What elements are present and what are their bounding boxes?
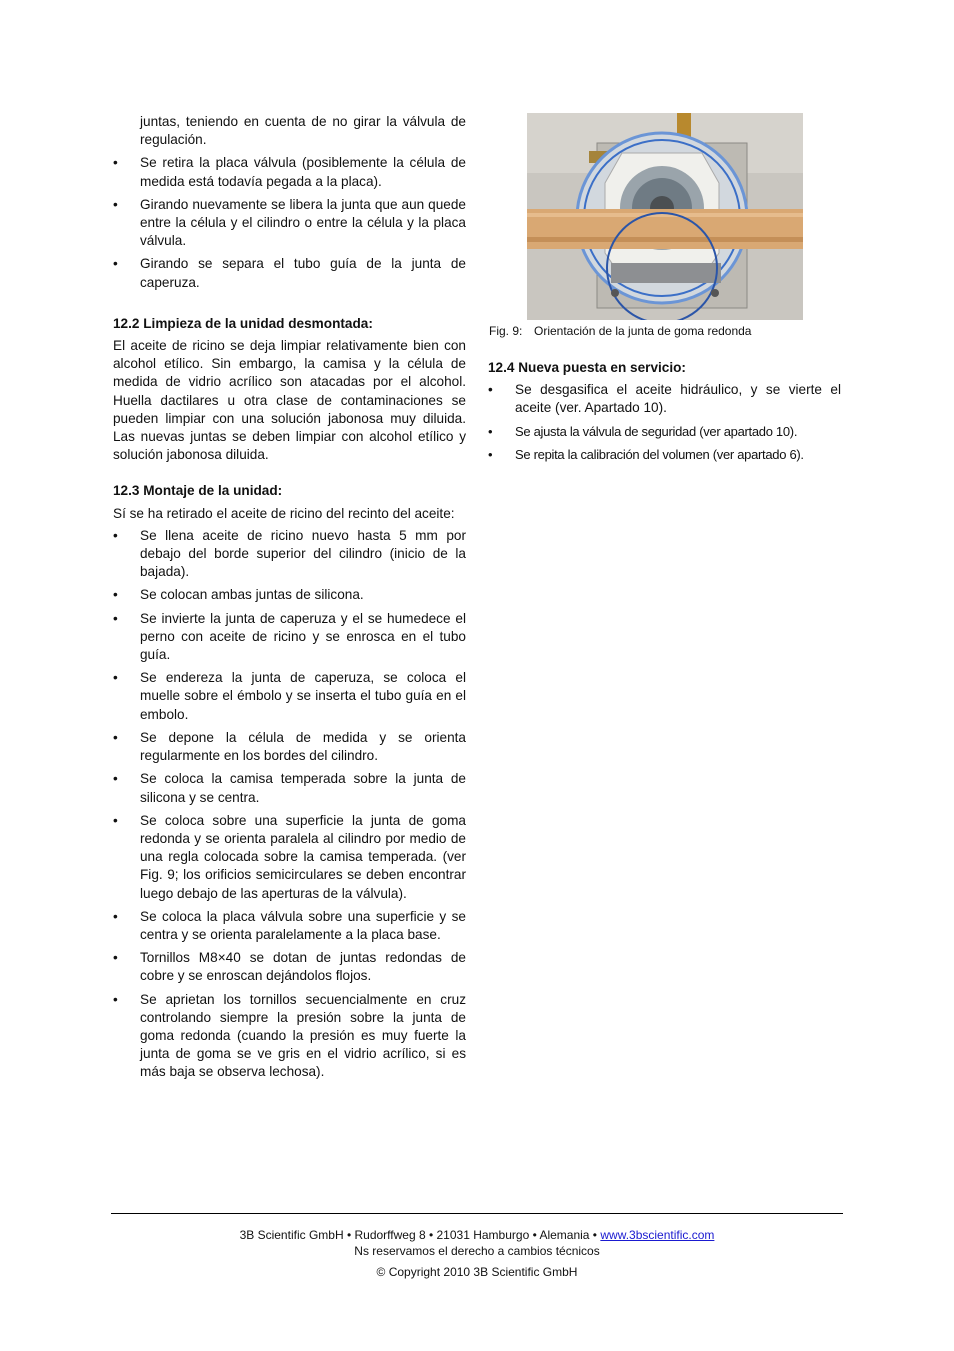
section-12-2-text: El aceite de ricino se deja limpiar relativamente bien con alcohol etílico. Sin embargo, la camisa y la célula de medida de vidrio acrílico son atacadas por el alcohol. Huella dactilares u otra clase de contaminaciones se pueden limpiar con una solución jabonosa muy diluida. Las nuevas juntas se deben limpiar con alcohol etílico y solución jabonosa diluida.	[113, 338, 466, 463]
figure-label: Fig. 9:	[489, 324, 523, 338]
footer-rights: Ns reservamos el derecho a cambios técnicos	[354, 1244, 600, 1258]
list-item: • Girando nuevamente se libera la junta que aun quede entre la célula y el cilindro o entre la célula y la placa válvula.	[113, 196, 466, 251]
list-item: • Se colocan ambas juntas de silicona.	[113, 586, 466, 604]
list-item: • Se desgasifica el aceite hidráulico, y se vierte el aceite (ver. Apartado 10).	[488, 381, 841, 417]
list-item: • Se llena aceite de ricino nuevo hasta 5 mm por debajo del borde superior del cilindro (inicio de la bajada).	[113, 527, 466, 582]
right-column	[488, 359, 841, 469]
list-item: • Se ajusta la válvula de seguridad (ver apartado 10).	[488, 423, 841, 441]
list-item: juntas, teniendo en cuenta de no girar la válvula de regulación.	[140, 114, 466, 148]
assembly-steps-list	[113, 527, 466, 1082]
figure-caption-text: Orientación de la junta de goma redonda	[534, 324, 752, 338]
list-item: • Se coloca la placa válvula sobre una superficie y se centra y se orienta paralelamente a la placa base.	[113, 908, 466, 944]
list-item: • Se invierte la junta de caperuza y el se humedece el perno con aceite de ricino y se enrosca en el tubo guía.	[113, 610, 466, 665]
restart-steps-list-condensed	[488, 423, 841, 464]
intro-list	[113, 113, 466, 292]
figure-caption	[489, 323, 751, 339]
list-item: • Se retira la placa válvula (posiblemente la célula de medida está todavía pegada a la placa).	[113, 154, 466, 190]
section-12-3-text: Sí se ha retirado el aceite de ricino del recinto del aceite:	[113, 505, 455, 521]
list-item: • Girando se separa el tubo guía de la junta de caperuza.	[113, 255, 466, 291]
website-link[interactable]: www.3bscientific.com	[600, 1228, 715, 1242]
restart-steps-list	[488, 381, 841, 417]
footer-copyright: © Copyright 2010 3B Scientific GmbH	[376, 1265, 578, 1279]
list-item: • Se coloca sobre una superficie la junta de goma redonda y se orienta paralela al cilindro por medio de una regla colocada sobre la camisa temperada. (ver Fig. 9; los orificios semicirculares se deben encontrar luego debajo de las aperturas de la válvula).	[113, 812, 466, 903]
left-column	[113, 113, 466, 1087]
list-item: • Se depone la célula de medida y se orienta regularmente en los bordes del cilindro.	[113, 729, 466, 765]
list-item: • Se repita la calibración del volumen (ver apartado 6).	[488, 446, 841, 464]
section-12-2-title: 12.2 Limpieza de la unidad desmontada:	[113, 315, 373, 331]
footer-divider	[111, 1213, 843, 1214]
footer-address-line	[0, 1227, 954, 1243]
list-item: • Se aprietan los tornillos secuencialmente en cruz controlando siempre la presión sobre la junta de goma redonda (cuando la presión es muy fuerte la junta de goma se ve gris en el vidrio acrílico, si es más baja se observa lechosa).	[113, 991, 466, 1082]
list-item: • Se coloca la camisa temperada sobre la junta de silicona y se centra.	[113, 770, 466, 806]
section-12-4-title: 12.4 Nueva puesta en servicio:	[488, 360, 686, 375]
list-item: • Se endereza la junta de caperuza, se coloca el muelle sobre el émbolo y se inserta el tubo guía en el embolo.	[113, 669, 466, 724]
figure-9-photo	[527, 113, 803, 320]
section-12-3-title: 12.3 Montaje de la unidad:	[113, 483, 283, 499]
list-item: • Tornillos M8×40 se dotan de juntas redondas de cobre y se enroscan dejándolos flojos.	[113, 949, 466, 985]
footer-address: 3B Scientific GmbH • Rudorffweg 8 • 21031 Hamburgo • Alemania •	[239, 1228, 598, 1242]
